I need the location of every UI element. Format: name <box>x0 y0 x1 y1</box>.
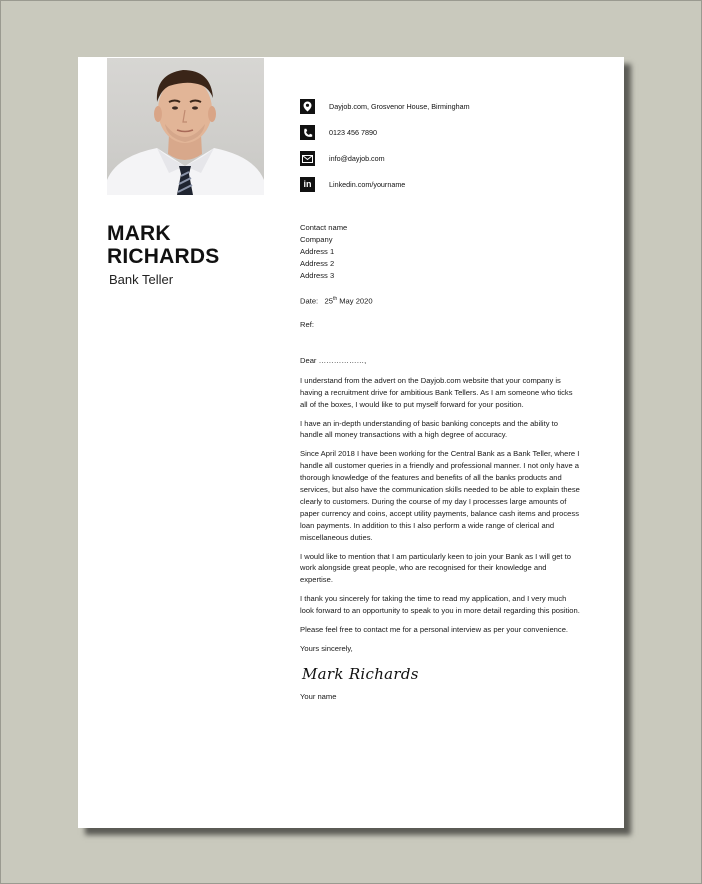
contact-linkedin-text: Linkedin.com/yourname <box>329 180 406 189</box>
letter-paragraph: I would like to mention that I am particularly keen to join your Bank as I will get to work alongside great people, who are recognised for their knowledge and expertise. <box>300 551 571 585</box>
letter-paragraph: Since April 2018 I have been working for the Central Bank as a Bank Teller, where I handle all customer queries in a friendly and professional manner. I not only have a thorough knowledge of the features and benefits of all the banks products and services, but also have the communication skills needed to be able to explain these clearly to customers. During the course of my day I processes large amounts of paper currency and coins, accept utility payments, balance cash items and process loan payments. In addition to this I also perform a wide range of clerical and miscellaneous duties. <box>300 449 580 542</box>
contact-phone <box>300 125 470 140</box>
contact-address-text: Dayjob.com, Grosvenor House, Birmingham <box>329 102 470 111</box>
cover-letter-page <box>78 57 624 828</box>
letter-paragraph: I thank you sincerely for taking the time to read my application, and I very much look forward to an opportunity to speak to you in more detail regarding this position. <box>300 594 580 616</box>
candidate-last-name: RICHARDS <box>107 245 220 268</box>
contact-email-text: info@dayjob.com <box>329 154 385 163</box>
recipient-line: Company <box>300 234 333 244</box>
contact-list <box>300 99 470 203</box>
letter-paragraph: Please feel free to contact me for a personal interview as per your convenience. <box>300 625 569 635</box>
ref-label: Ref: <box>300 319 314 329</box>
recipient-line: Address 1 <box>300 246 335 256</box>
location-pin-icon <box>300 99 315 114</box>
letter-date <box>300 294 580 307</box>
recipient-line: Address 3 <box>300 270 335 280</box>
date-suffix: th <box>332 295 338 302</box>
letter-paragraph: I understand from the advert on the Dayjob.com website that your company is having a recruitment drive for ambitious Bank Tellers. As I am someone who ticks all of the boxes, I would like to put myself forward for your position. <box>300 375 573 409</box>
contact-linkedin <box>300 177 470 192</box>
contact-email <box>300 151 470 166</box>
candidate-role: Bank Teller <box>109 272 174 287</box>
candidate-first-name: MARK <box>107 222 171 245</box>
recipient-line: Contact name <box>300 223 348 232</box>
contact-address <box>300 99 470 114</box>
recipient-address <box>300 222 580 282</box>
phone-icon <box>300 125 315 140</box>
letter-paragraph: I have an in-depth understanding of basic banking concepts and the ability to handle all money transactions with a high degree of accuracy. <box>300 418 558 440</box>
date-day: 25 <box>324 296 333 306</box>
date-rest: May 2020 <box>337 296 373 306</box>
contact-phone-text: 0123 456 7890 <box>329 128 377 137</box>
salutation: Dear ………………, <box>300 355 367 365</box>
closing: Yours sincerely, <box>300 644 353 653</box>
your-name: Your name <box>300 691 337 701</box>
letter-body <box>300 222 580 703</box>
profile-photo <box>107 58 264 195</box>
envelope-icon <box>300 151 315 166</box>
date-label: Date: <box>300 296 319 306</box>
recipient-line: Address 2 <box>300 258 335 268</box>
linkedin-icon: in <box>300 177 315 192</box>
candidate-name <box>107 222 219 268</box>
signature: Mark Richards <box>302 664 419 683</box>
